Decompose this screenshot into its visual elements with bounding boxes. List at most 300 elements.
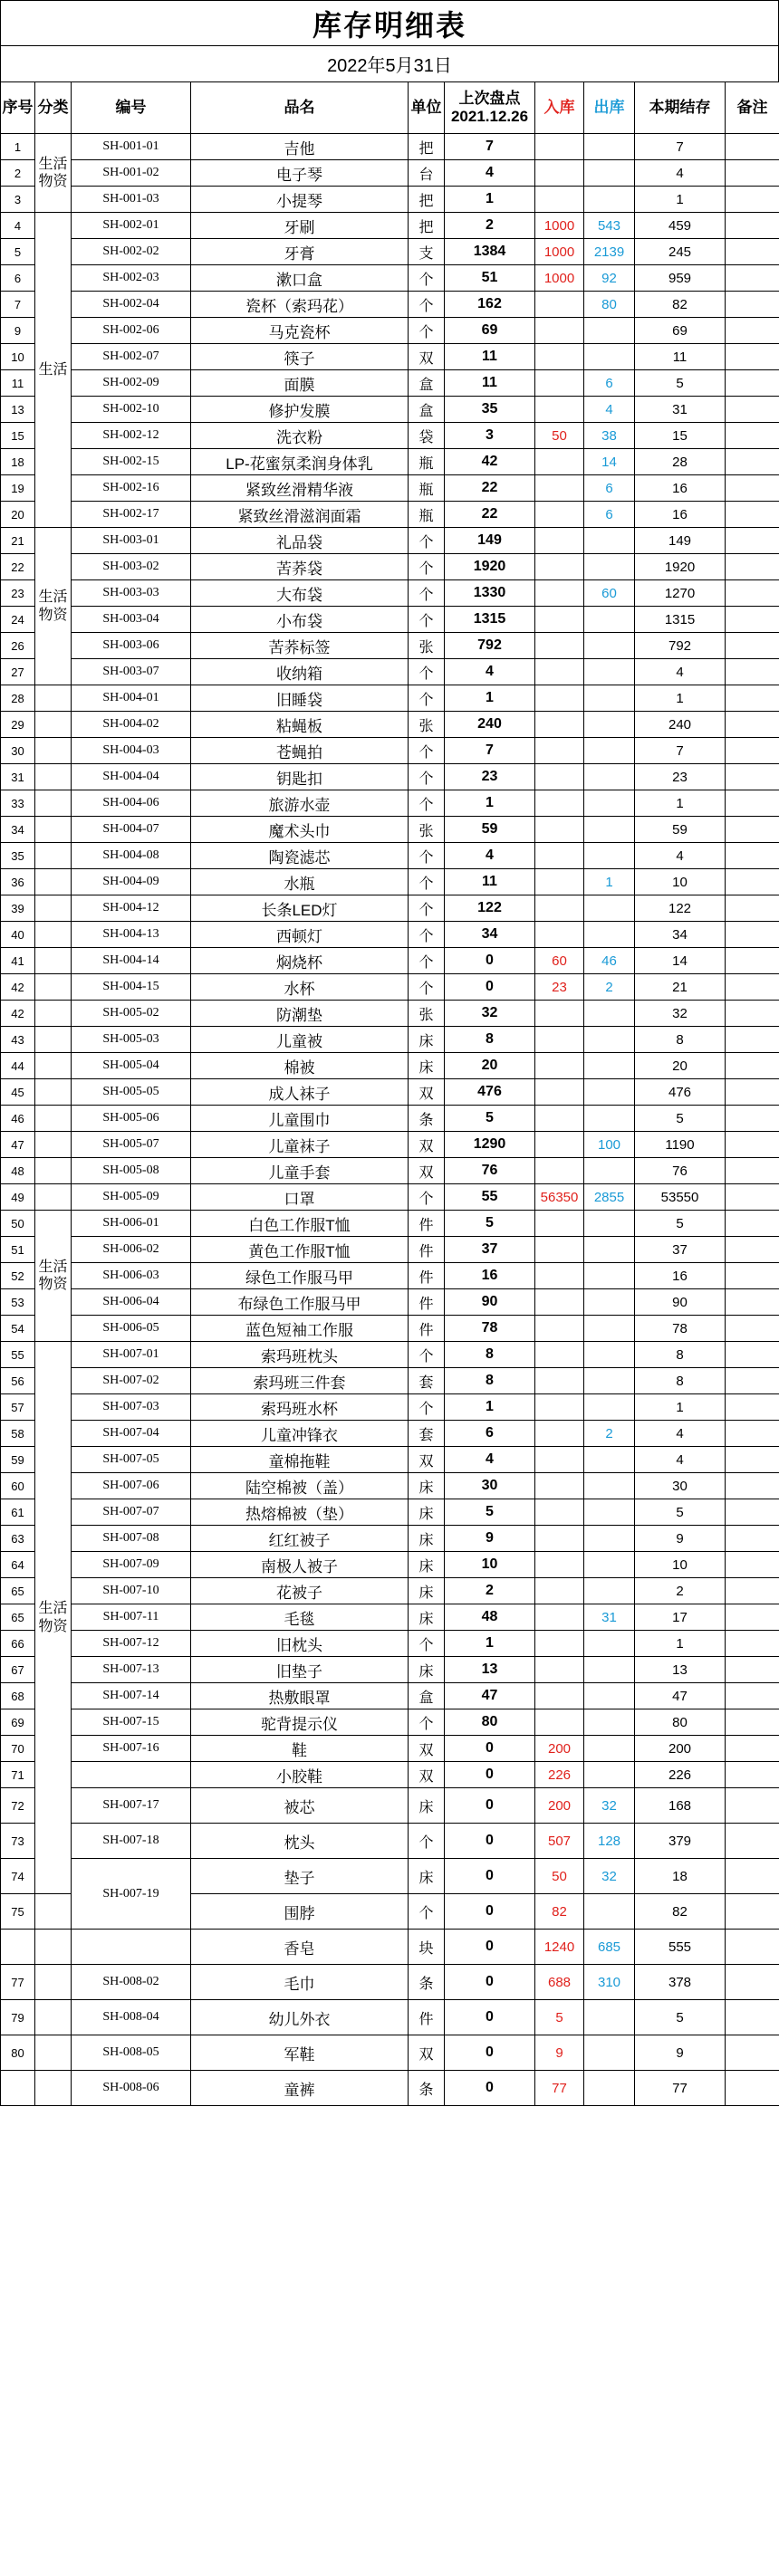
row-remark bbox=[726, 1894, 779, 1930]
row-out bbox=[584, 1499, 635, 1526]
row-seq: 20 bbox=[1, 502, 35, 528]
row-out bbox=[584, 1447, 635, 1473]
row-out: 685 bbox=[584, 1930, 635, 1965]
row-out bbox=[584, 1106, 635, 1132]
row-unit: 个 bbox=[409, 790, 445, 817]
row-unit: 套 bbox=[409, 1368, 445, 1394]
row-name: 面膜 bbox=[191, 370, 409, 397]
row-code: SH-007-08 bbox=[72, 1526, 191, 1552]
row-in bbox=[535, 633, 584, 659]
row-out: 2 bbox=[584, 1421, 635, 1447]
row-code: SH-006-05 bbox=[72, 1316, 191, 1342]
row-remark bbox=[726, 1631, 779, 1657]
row-out bbox=[584, 318, 635, 344]
row-in bbox=[535, 1158, 584, 1184]
table-row bbox=[1, 1709, 779, 1736]
table-row bbox=[1, 187, 779, 213]
header-prev-date: 2021.12.26 bbox=[450, 108, 529, 125]
row-name: 瓷杯（索玛花） bbox=[191, 292, 409, 318]
row-unit: 台 bbox=[409, 160, 445, 187]
row-code: SH-001-01 bbox=[72, 134, 191, 160]
row-code: SH-002-06 bbox=[72, 318, 191, 344]
row-name: 儿童冲锋衣 bbox=[191, 1421, 409, 1447]
row-code: SH-007-15 bbox=[72, 1709, 191, 1736]
row-code bbox=[72, 1930, 191, 1965]
row-balance: 459 bbox=[635, 213, 726, 239]
row-seq: 58 bbox=[1, 1421, 35, 1447]
row-name: 紧致丝滑滋润面霜 bbox=[191, 502, 409, 528]
row-category-empty bbox=[35, 974, 72, 1001]
row-code: SH-003-06 bbox=[72, 633, 191, 659]
row-remark bbox=[726, 1211, 779, 1237]
table-row bbox=[1, 607, 779, 633]
row-balance: 8 bbox=[635, 1027, 726, 1053]
row-unit: 瓶 bbox=[409, 502, 445, 528]
row-out bbox=[584, 843, 635, 869]
row-remark bbox=[726, 1263, 779, 1289]
row-code: SH-002-04 bbox=[72, 292, 191, 318]
table-row bbox=[1, 475, 779, 502]
row-name: 鞋 bbox=[191, 1736, 409, 1762]
row-balance: 240 bbox=[635, 712, 726, 738]
row-unit: 个 bbox=[409, 1184, 445, 1211]
table-row bbox=[1, 922, 779, 948]
row-balance: 122 bbox=[635, 895, 726, 922]
row-category-empty bbox=[35, 1079, 72, 1106]
row-unit: 双 bbox=[409, 1762, 445, 1788]
row-seq: 68 bbox=[1, 1683, 35, 1709]
row-in bbox=[535, 869, 584, 895]
table-row bbox=[1, 738, 779, 764]
row-in bbox=[535, 1604, 584, 1631]
row-out: 6 bbox=[584, 370, 635, 397]
row-unit: 块 bbox=[409, 1930, 445, 1965]
row-remark bbox=[726, 1824, 779, 1859]
row-unit: 床 bbox=[409, 1552, 445, 1578]
row-code: SH-002-12 bbox=[72, 423, 191, 449]
row-name: 小布袋 bbox=[191, 607, 409, 633]
table-row bbox=[1, 580, 779, 607]
row-unit: 个 bbox=[409, 528, 445, 554]
row-previous-count: 8 bbox=[445, 1027, 535, 1053]
row-category-empty bbox=[35, 1184, 72, 1211]
row-in bbox=[535, 1657, 584, 1683]
table-row bbox=[1, 370, 779, 397]
row-out bbox=[584, 1211, 635, 1237]
row-category-empty bbox=[35, 1965, 72, 2000]
row-code: SH-004-01 bbox=[72, 685, 191, 712]
row-balance: 200 bbox=[635, 1736, 726, 1762]
row-seq: 41 bbox=[1, 948, 35, 974]
table-row bbox=[1, 554, 779, 580]
row-out bbox=[584, 738, 635, 764]
row-unit: 袋 bbox=[409, 423, 445, 449]
row-unit: 件 bbox=[409, 1289, 445, 1316]
row-unit: 个 bbox=[409, 1631, 445, 1657]
header-category: 分类 bbox=[35, 82, 72, 134]
row-in: 82 bbox=[535, 1894, 584, 1930]
row-code: SH-005-06 bbox=[72, 1106, 191, 1132]
row-remark bbox=[726, 449, 779, 475]
table-row bbox=[1, 974, 779, 1001]
row-unit: 件 bbox=[409, 1237, 445, 1263]
row-code: SH-007-04 bbox=[72, 1421, 191, 1447]
table-row bbox=[1, 790, 779, 817]
row-balance: 78 bbox=[635, 1316, 726, 1342]
row-balance: 80 bbox=[635, 1709, 726, 1736]
row-out bbox=[584, 344, 635, 370]
row-remark bbox=[726, 633, 779, 659]
row-remark bbox=[726, 318, 779, 344]
row-remark bbox=[726, 974, 779, 1001]
row-in bbox=[535, 1421, 584, 1447]
row-name: 儿童袜子 bbox=[191, 1132, 409, 1158]
row-in: 50 bbox=[535, 1859, 584, 1894]
row-previous-count: 11 bbox=[445, 370, 535, 397]
row-remark bbox=[726, 1578, 779, 1604]
row-name: 旧垫子 bbox=[191, 1657, 409, 1683]
row-remark bbox=[726, 1053, 779, 1079]
table-row bbox=[1, 1342, 779, 1368]
row-remark bbox=[726, 2035, 779, 2071]
row-out: 6 bbox=[584, 502, 635, 528]
row-out bbox=[584, 1657, 635, 1683]
row-category-empty bbox=[35, 2035, 72, 2071]
row-code: SH-006-03 bbox=[72, 1263, 191, 1289]
row-code: SH-007-05 bbox=[72, 1447, 191, 1473]
row-in bbox=[535, 738, 584, 764]
row-in: 200 bbox=[535, 1788, 584, 1824]
row-out bbox=[584, 1027, 635, 1053]
row-seq: 79 bbox=[1, 2000, 35, 2035]
row-code: SH-001-03 bbox=[72, 187, 191, 213]
row-previous-count: 1920 bbox=[445, 554, 535, 580]
row-seq: 74 bbox=[1, 1859, 35, 1894]
row-name: 水瓶 bbox=[191, 869, 409, 895]
row-in bbox=[535, 895, 584, 922]
header-row bbox=[1, 82, 779, 134]
row-previous-count: 34 bbox=[445, 922, 535, 948]
row-code: SH-004-08 bbox=[72, 843, 191, 869]
row-seq: 29 bbox=[1, 712, 35, 738]
row-in bbox=[535, 1631, 584, 1657]
row-unit: 床 bbox=[409, 1473, 445, 1499]
table-row bbox=[1, 1930, 779, 1965]
row-remark bbox=[726, 1027, 779, 1053]
row-unit: 个 bbox=[409, 895, 445, 922]
row-unit: 双 bbox=[409, 1736, 445, 1762]
row-remark bbox=[726, 1421, 779, 1447]
row-seq: 40 bbox=[1, 922, 35, 948]
row-out: 60 bbox=[584, 580, 635, 607]
sheet-date: 2022年5月31日 bbox=[0, 45, 779, 81]
row-balance: 69 bbox=[635, 318, 726, 344]
row-balance: 7 bbox=[635, 738, 726, 764]
row-unit: 条 bbox=[409, 1965, 445, 2000]
row-remark bbox=[726, 1237, 779, 1263]
row-in bbox=[535, 397, 584, 423]
row-seq: 23 bbox=[1, 580, 35, 607]
sheet-title: 库存明细表 bbox=[0, 0, 779, 45]
row-in bbox=[535, 292, 584, 318]
row-remark bbox=[726, 580, 779, 607]
row-in bbox=[535, 1211, 584, 1237]
row-code: SH-007-14 bbox=[72, 1683, 191, 1709]
table-row bbox=[1, 1824, 779, 1859]
table-row bbox=[1, 633, 779, 659]
row-in bbox=[535, 712, 584, 738]
row-out bbox=[584, 1289, 635, 1316]
row-previous-count: 0 bbox=[445, 1859, 535, 1894]
row-remark bbox=[726, 817, 779, 843]
row-in: 1240 bbox=[535, 1930, 584, 1965]
table-row bbox=[1, 423, 779, 449]
row-previous-count: 1 bbox=[445, 1394, 535, 1421]
row-remark bbox=[726, 1526, 779, 1552]
row-in: 688 bbox=[535, 1965, 584, 2000]
row-previous-count: 51 bbox=[445, 265, 535, 292]
row-out bbox=[584, 1158, 635, 1184]
row-balance: 2 bbox=[635, 1578, 726, 1604]
row-out bbox=[584, 1053, 635, 1079]
row-remark bbox=[726, 160, 779, 187]
row-unit: 件 bbox=[409, 2000, 445, 2035]
row-category-empty bbox=[35, 895, 72, 922]
row-category-empty bbox=[35, 738, 72, 764]
row-unit: 个 bbox=[409, 1824, 445, 1859]
row-seq: 59 bbox=[1, 1447, 35, 1473]
row-balance: 5 bbox=[635, 1211, 726, 1237]
row-previous-count: 0 bbox=[445, 948, 535, 974]
row-seq: 64 bbox=[1, 1552, 35, 1578]
row-unit: 张 bbox=[409, 633, 445, 659]
row-in bbox=[535, 1053, 584, 1079]
row-balance: 4 bbox=[635, 659, 726, 685]
row-code: SH-007-03 bbox=[72, 1394, 191, 1421]
row-seq: 43 bbox=[1, 1027, 35, 1053]
row-balance: 10 bbox=[635, 1552, 726, 1578]
row-name: 蓝色短袖工作服 bbox=[191, 1316, 409, 1342]
table-row bbox=[1, 1604, 779, 1631]
row-unit: 把 bbox=[409, 213, 445, 239]
row-unit: 个 bbox=[409, 659, 445, 685]
row-out bbox=[584, 2000, 635, 2035]
row-code: SH-007-16 bbox=[72, 1736, 191, 1762]
row-in: 77 bbox=[535, 2071, 584, 2106]
row-code: SH-007-10 bbox=[72, 1578, 191, 1604]
row-remark bbox=[726, 1499, 779, 1526]
row-name: 马克瓷杯 bbox=[191, 318, 409, 344]
row-name: 索玛班水杯 bbox=[191, 1394, 409, 1421]
row-unit: 床 bbox=[409, 1053, 445, 1079]
row-remark bbox=[726, 2071, 779, 2106]
row-out: 14 bbox=[584, 449, 635, 475]
row-unit: 个 bbox=[409, 869, 445, 895]
row-unit: 盒 bbox=[409, 370, 445, 397]
row-balance: 379 bbox=[635, 1824, 726, 1859]
row-in bbox=[535, 187, 584, 213]
row-remark bbox=[726, 1736, 779, 1762]
row-category-empty bbox=[35, 1158, 72, 1184]
row-remark bbox=[726, 1709, 779, 1736]
row-in bbox=[535, 370, 584, 397]
row-remark bbox=[726, 922, 779, 948]
table-row bbox=[1, 1001, 779, 1027]
table-row bbox=[1, 2035, 779, 2071]
row-balance: 76 bbox=[635, 1158, 726, 1184]
row-unit: 床 bbox=[409, 1027, 445, 1053]
row-seq: 30 bbox=[1, 738, 35, 764]
row-out bbox=[584, 790, 635, 817]
row-seq: 26 bbox=[1, 633, 35, 659]
row-unit: 把 bbox=[409, 134, 445, 160]
row-in bbox=[535, 1394, 584, 1421]
row-code: SH-002-15 bbox=[72, 449, 191, 475]
row-previous-count: 48 bbox=[445, 1604, 535, 1631]
row-seq: 5 bbox=[1, 239, 35, 265]
row-unit: 个 bbox=[409, 843, 445, 869]
row-balance: 15 bbox=[635, 423, 726, 449]
row-name: 儿童被 bbox=[191, 1027, 409, 1053]
row-balance: 5 bbox=[635, 1499, 726, 1526]
inventory-table bbox=[0, 81, 779, 2106]
row-out bbox=[584, 895, 635, 922]
row-name: 苦荞袋 bbox=[191, 554, 409, 580]
row-name: 水杯 bbox=[191, 974, 409, 1001]
row-previous-count: 122 bbox=[445, 895, 535, 922]
row-code: SH-005-04 bbox=[72, 1053, 191, 1079]
row-seq: 34 bbox=[1, 817, 35, 843]
row-name: 毛毯 bbox=[191, 1604, 409, 1631]
table-row bbox=[1, 344, 779, 370]
row-in bbox=[535, 318, 584, 344]
header-prev-label: 上次盘点 bbox=[458, 89, 521, 107]
table-row bbox=[1, 528, 779, 554]
row-seq: 50 bbox=[1, 1211, 35, 1237]
table-row bbox=[1, 1237, 779, 1263]
row-previous-count: 76 bbox=[445, 1158, 535, 1184]
table-row bbox=[1, 843, 779, 869]
row-category: 生活物资 bbox=[35, 1342, 72, 1894]
row-in bbox=[535, 1447, 584, 1473]
table-row bbox=[1, 134, 779, 160]
row-seq: 33 bbox=[1, 790, 35, 817]
header-in: 入库 bbox=[535, 82, 584, 134]
row-balance: 149 bbox=[635, 528, 726, 554]
row-balance: 1920 bbox=[635, 554, 726, 580]
row-out: 32 bbox=[584, 1859, 635, 1894]
row-seq bbox=[1, 1930, 35, 1965]
table-row bbox=[1, 1657, 779, 1683]
row-in bbox=[535, 843, 584, 869]
row-category-empty bbox=[35, 2000, 72, 2035]
row-in: 200 bbox=[535, 1736, 584, 1762]
row-previous-count: 20 bbox=[445, 1053, 535, 1079]
row-seq: 80 bbox=[1, 2035, 35, 2071]
row-category-empty bbox=[35, 790, 72, 817]
row-code: SH-003-01 bbox=[72, 528, 191, 554]
row-seq: 24 bbox=[1, 607, 35, 633]
row-remark bbox=[726, 528, 779, 554]
row-in: 56350 bbox=[535, 1184, 584, 1211]
row-unit: 双 bbox=[409, 344, 445, 370]
row-balance: 1 bbox=[635, 1394, 726, 1421]
row-code: SH-006-04 bbox=[72, 1289, 191, 1316]
row-in bbox=[535, 607, 584, 633]
row-seq: 72 bbox=[1, 1788, 35, 1824]
row-in bbox=[535, 1342, 584, 1368]
row-out: 92 bbox=[584, 265, 635, 292]
row-in bbox=[535, 554, 584, 580]
row-remark bbox=[726, 554, 779, 580]
row-in bbox=[535, 1368, 584, 1394]
row-name: 牙膏 bbox=[191, 239, 409, 265]
row-code: SH-007-18 bbox=[72, 1824, 191, 1859]
row-category: 生活物资 bbox=[35, 528, 72, 685]
row-previous-count: 55 bbox=[445, 1184, 535, 1211]
row-seq: 7 bbox=[1, 292, 35, 318]
row-category-empty bbox=[35, 712, 72, 738]
row-previous-count: 35 bbox=[445, 397, 535, 423]
table-row bbox=[1, 1211, 779, 1237]
row-code: SH-004-14 bbox=[72, 948, 191, 974]
row-unit: 床 bbox=[409, 1657, 445, 1683]
row-seq: 57 bbox=[1, 1394, 35, 1421]
row-name: 儿童围巾 bbox=[191, 1106, 409, 1132]
row-unit: 个 bbox=[409, 1894, 445, 1930]
row-remark bbox=[726, 869, 779, 895]
row-balance: 34 bbox=[635, 922, 726, 948]
row-balance: 23 bbox=[635, 764, 726, 790]
row-remark bbox=[726, 843, 779, 869]
row-unit: 盒 bbox=[409, 1683, 445, 1709]
row-seq: 19 bbox=[1, 475, 35, 502]
row-out bbox=[584, 1394, 635, 1421]
row-remark bbox=[726, 1079, 779, 1106]
row-code: SH-004-06 bbox=[72, 790, 191, 817]
header-balance: 本期结存 bbox=[635, 82, 726, 134]
row-category-empty bbox=[35, 869, 72, 895]
row-in: 5 bbox=[535, 2000, 584, 2035]
row-in: 1000 bbox=[535, 265, 584, 292]
row-name: 防潮垫 bbox=[191, 1001, 409, 1027]
row-balance: 226 bbox=[635, 1762, 726, 1788]
row-code: SH-002-01 bbox=[72, 213, 191, 239]
row-in bbox=[535, 1499, 584, 1526]
row-name: 绿色工作服马甲 bbox=[191, 1263, 409, 1289]
table-row bbox=[1, 685, 779, 712]
row-code: SH-004-15 bbox=[72, 974, 191, 1001]
row-previous-count: 1384 bbox=[445, 239, 535, 265]
row-previous-count: 59 bbox=[445, 817, 535, 843]
row-out bbox=[584, 1263, 635, 1289]
row-remark bbox=[726, 187, 779, 213]
row-balance: 16 bbox=[635, 475, 726, 502]
row-name: 长条LED灯 bbox=[191, 895, 409, 922]
row-in bbox=[535, 528, 584, 554]
row-code: SH-004-04 bbox=[72, 764, 191, 790]
row-code: SH-002-07 bbox=[72, 344, 191, 370]
row-remark bbox=[726, 1683, 779, 1709]
table-row bbox=[1, 292, 779, 318]
row-out: 128 bbox=[584, 1824, 635, 1859]
row-name: 西顿灯 bbox=[191, 922, 409, 948]
table-row bbox=[1, 1158, 779, 1184]
row-remark bbox=[726, 344, 779, 370]
row-unit: 个 bbox=[409, 554, 445, 580]
row-seq: 63 bbox=[1, 1526, 35, 1552]
row-in: 9 bbox=[535, 2035, 584, 2071]
